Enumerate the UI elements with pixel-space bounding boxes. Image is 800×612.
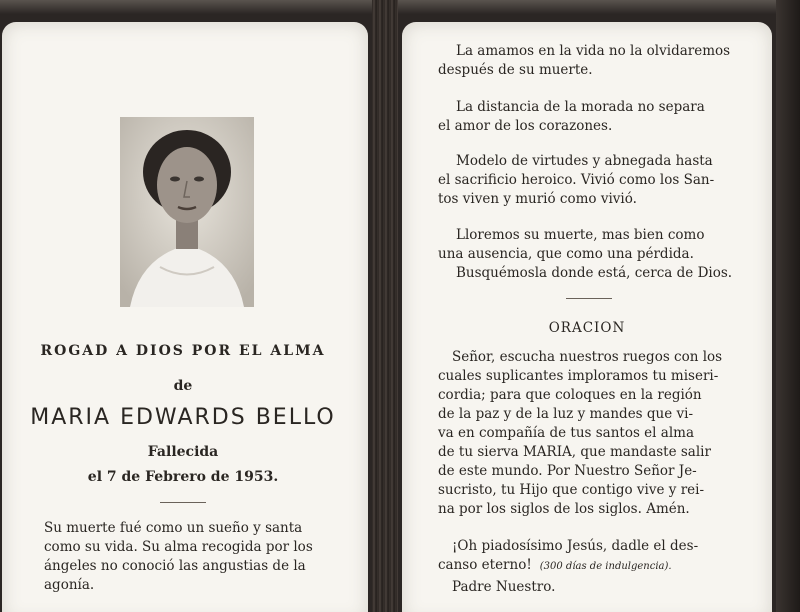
closing-prayer [438,578,744,597]
text-line: cordia; para que coloques en la región [438,387,702,403]
text-line: el amor de los corazones. [438,118,613,134]
paragraph-mourning [438,226,744,283]
portrait-photo [120,117,254,307]
indulgence-note: (300 días de indulgencia). [539,561,672,572]
text-line: de la paz y de la luz y mandes que vi- [438,406,694,422]
date-of-death: el 7 de Febrero de 1953. [87,469,279,485]
background-top-edge [0,0,800,14]
text-line: como su vida. Su alma recogida por los [44,539,313,555]
background-right-edge [776,0,800,612]
text-line: de este mundo. Por Nuestro Señor Je- [438,463,697,479]
text-line: de tu sierva MARIA, que mandaste salir [438,444,711,460]
text-line: sucristo, tu Hijo que contigo vive y rei- [438,482,705,498]
de-word: de [173,378,193,394]
text-line: va en compañía de tus santos el alma [438,425,694,441]
text-line: na por los siglos de los siglos. Amén. [438,501,690,517]
text-line: cuales suplicantes imploramos tu miseri- [438,368,719,384]
text-line: ángeles no conoció las angustias de la [44,558,306,574]
indulgence-prayer [438,537,744,576]
text-line: Modelo de virtudes y abnegada hasta [456,153,713,169]
text-line: Lloremos su muerte, mas bien como [456,227,705,243]
text-fragment: canso eterno! [438,557,532,573]
text-line: Padre Nuestro. [452,579,556,595]
text-line: el sacrificio heroico. Vivió como los San- [438,172,715,188]
left-paragraph [44,519,340,595]
fallecida-label: Fallecida [147,444,219,460]
divider-left [160,502,206,503]
text-line: agonía. [44,577,95,593]
text-line: La amamos en la vida no la olvidaremos [456,43,731,59]
portrait-illustration [120,117,254,307]
text-line: después de su muerte. [438,62,593,78]
invocation-heading: ROGAD A DIOS POR EL ALMA [40,343,326,359]
text-line: Busquémosla donde está, cerca de Dios. [456,265,733,281]
text-line: Señor, escucha nuestros ruegos con los [452,349,723,365]
paragraph-virtues [438,152,744,209]
text-line [438,556,744,576]
text-line: ¡Oh piadosísimo Jesús, dadle el des- [452,538,699,554]
divider-right [566,298,612,299]
text-line: una ausencia, que como una pérdida. [438,246,694,262]
prayer-text [438,348,744,519]
text-line: Su muerte fué como un sueño y santa [44,520,303,536]
text-line: tos viven y murió como vivió. [438,191,637,207]
text-line: La distancia de la morada no separa [456,99,705,115]
card-fold-spine [372,0,398,612]
paragraph-remembrance [438,42,744,80]
paragraph-distance [438,98,744,136]
deceased-name: MARIA EDWARDS BELLO [30,405,336,430]
prayer-title: ORACION [548,320,626,336]
